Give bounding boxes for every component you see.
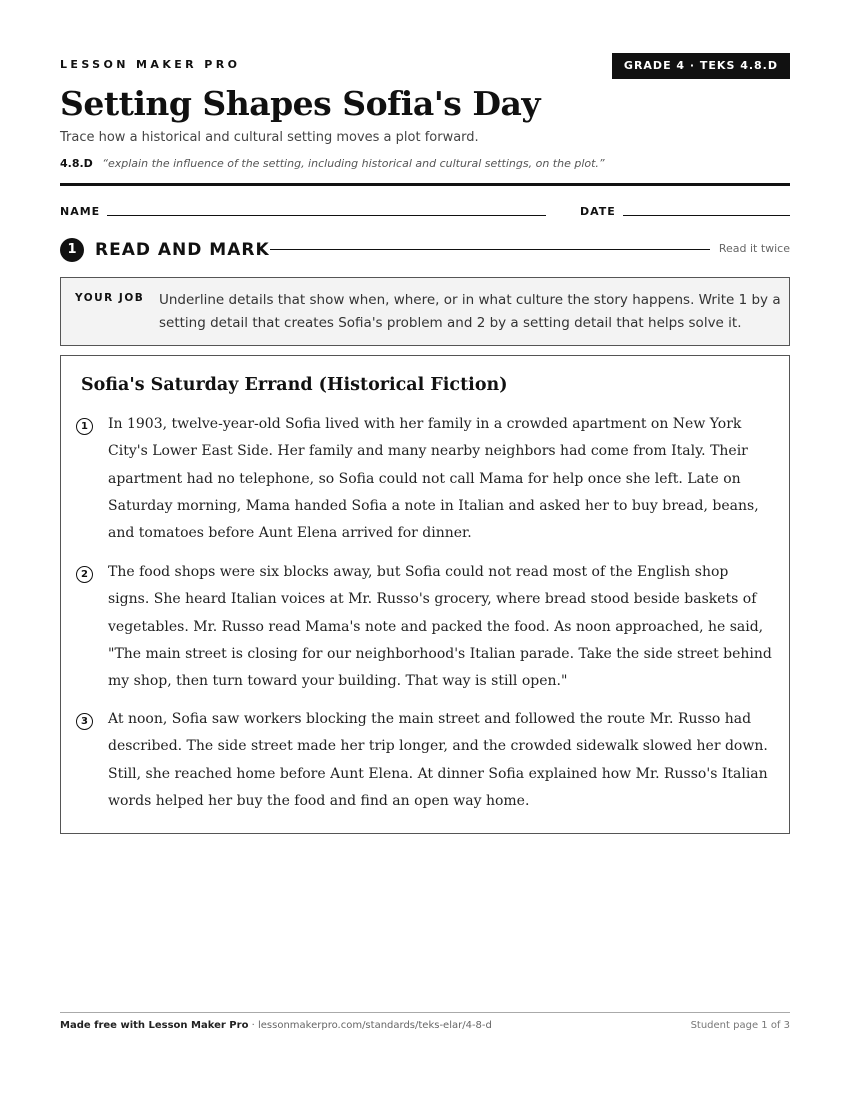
your-job-box [60,277,790,346]
worksheet-page [60,0,790,1100]
page-subtitle: Trace how a historical and cultural setting moves a plot forward. [60,130,479,145]
passage-title: Sofia's Saturday Errand (Historical Fiction) [81,375,508,395]
footer-made-with: Made free with Lesson Maker Pro [60,1020,249,1031]
section-note: Read it twice [718,242,790,255]
name-label: NAME [60,205,101,218]
paragraph-number: 1 [76,418,93,435]
section-title: READ AND MARK [95,240,270,260]
paragraph-text: At noon, Sofia saw workers blocking the main street and followed the route Mr. Russo had described. The side street made her trip longer, and the crowded sidewalk slowed her down. Still, she reached home before Aunt Elena. At dinner Sofia explained how Mr. Russo's Italian words helped her buy the food and find an open way home. [108,711,768,809]
your-job-text: Underline details that show when, where, or in what culture the story happens. Write 1 by a setting detail that creates Sofia's problem and 2 by a setting detail that helps solve it. [159,292,781,331]
paragraph-number: 3 [76,713,93,730]
standard-code: 4.8.D [60,157,93,170]
paragraph-number: 2 [76,566,93,583]
name-field[interactable] [107,215,546,216]
brand-name: LESSON MAKER PRO [60,58,241,71]
page-title: Setting Shapes Sofia's Day [60,84,541,123]
date-field[interactable] [623,215,790,216]
header-divider [60,183,790,186]
section-number-badge: 1 [60,238,84,262]
grade-badge: GRADE 4 · TEKS 4.8.D [612,53,790,79]
footer-credit [60,1020,492,1031]
footer-divider [60,1012,790,1013]
paragraph-text: In 1903, twelve-year-old Sofia lived with her family in a crowded apartment on New York City's Lower East Side. Her family and many nearby neighbors had come from Italy. Their apartment had no telephone, so Sofia could not call Mama for help once she left. Late on Saturday morning, Mama handed Sofia a note in Italian and asked her to buy bread, beans, and tomatoes before Aunt Elena arrived for dinner. [108,416,759,542]
standard-text: “explain the influence of the setting, including historical and cultural settings, on the plot.” [102,157,605,170]
date-label: DATE [580,205,616,218]
paragraph-text: The food shops were six blocks away, but Sofia could not read most of the English shop signs. She heard Italian voices at Mr. Russo's grocery, where bread stood beside baskets of vegetables. Mr. Russo read Mama's note and packed the food. As noon approached, he said, "The main street is closing for our neighborhood's Italian parade. Take the side street behind my shop, then turn toward your building. That way is still open." [108,564,772,690]
footer-page-label: Student page 1 of 3 [690,1020,790,1031]
passage-box [60,355,790,834]
your-job-label: YOUR JOB [75,292,145,304]
footer-url: · lessonmakerpro.com/standards/teks-elar/4-8-d [248,1020,492,1031]
section-divider [270,249,710,250]
standard-line [60,157,605,170]
